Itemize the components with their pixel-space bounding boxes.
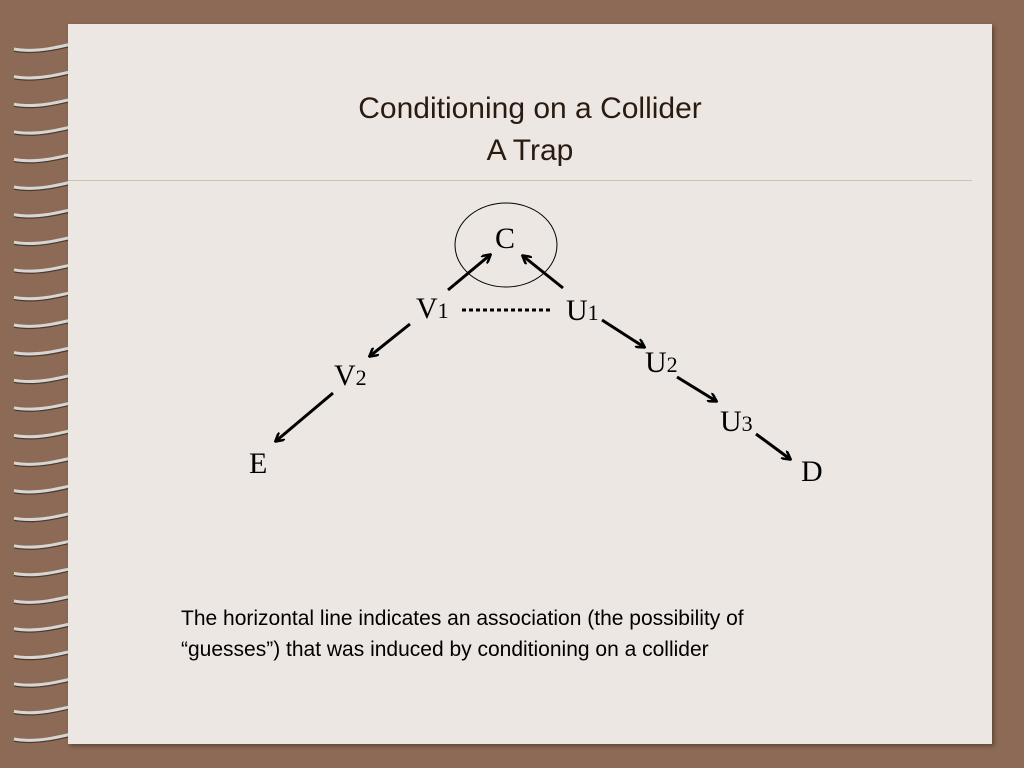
node-u3-index: 3 xyxy=(741,411,753,436)
node-u1-index: 1 xyxy=(587,300,599,325)
arrow-u1-to-c xyxy=(523,256,563,288)
node-e-letter: E xyxy=(249,447,268,480)
node-u1-letter: U xyxy=(566,294,588,327)
node-v1-letter: V xyxy=(416,292,438,325)
node-u2 xyxy=(645,346,678,379)
node-v1 xyxy=(416,292,449,325)
arrow-u3-to-d xyxy=(756,434,790,459)
node-c-letter: C xyxy=(495,222,516,255)
node-u2-letter: U xyxy=(645,346,667,379)
node-v2 xyxy=(334,359,367,392)
node-u2-index: 2 xyxy=(666,352,678,377)
node-u3-letter: U xyxy=(720,405,742,438)
arrow-v2-to-e xyxy=(276,393,333,441)
node-d-letter: D xyxy=(801,455,823,488)
node-v1-index: 1 xyxy=(437,298,449,323)
arrow-u2-to-u3 xyxy=(677,377,716,401)
title-line-1: Conditioning on a Collider xyxy=(358,92,702,125)
note-line-1: The horizontal line indicates an association (the possibility of xyxy=(181,607,744,630)
explanation-note xyxy=(181,603,901,665)
node-c xyxy=(495,222,515,255)
node-u3 xyxy=(720,405,753,438)
arrow-u1-to-u2 xyxy=(602,320,644,347)
node-e xyxy=(249,447,267,480)
node-d xyxy=(801,455,823,488)
node-u1 xyxy=(566,294,599,327)
node-v2-letter: V xyxy=(334,359,356,392)
node-v2-index: 2 xyxy=(355,365,367,390)
note-line-2: “guesses”) that was induced by conditioning on a collider xyxy=(181,638,709,661)
arrow-v1-to-v2 xyxy=(370,324,410,356)
title-line-2: A Trap xyxy=(486,134,574,167)
arrow-v1-to-c xyxy=(448,255,490,290)
